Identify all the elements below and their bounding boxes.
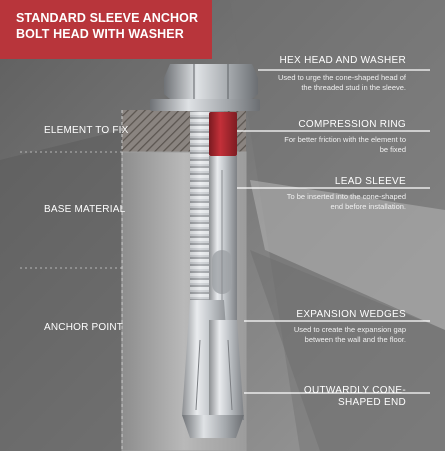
callout-expansion-wedges (266, 309, 406, 345)
title-line-2: BOLT HEAD WITH WASHER (16, 27, 184, 41)
callout-hex-head (276, 55, 406, 93)
label-base-material: BASE MATERIAL (44, 204, 126, 215)
callout-cone-end-title: OUTWARDLY CONE-SHAPED END (303, 385, 406, 408)
callout-expansion-wedges-title: EXPANSION WEDGES (296, 309, 406, 320)
label-element-to-fix: ELEMENT TO FIX (44, 125, 129, 136)
callout-lead-sleeve-title: LEAD SLEEVE (334, 176, 406, 187)
callout-hex-head-desc: Used to urge the cone-shaped head of the threaded stud in the sleeve. (277, 73, 406, 92)
callout-compression-ring-desc: For better friction with the element to be fixed (284, 135, 406, 154)
callout-expansion-wedges-desc: Used to create the expansion gap between the wall and the floor. (293, 325, 406, 344)
label-anchor-point: ANCHOR POINT (44, 322, 124, 333)
diagram-title (0, 0, 212, 59)
callout-cone-end (296, 385, 406, 409)
callout-hex-head-title: HEX HEAD AND WASHER (279, 55, 406, 66)
callout-compression-ring (276, 119, 406, 155)
callout-lead-sleeve (276, 176, 406, 212)
callout-lead-sleeve-desc: To be inserted into the cone-shaped end before installation. (286, 192, 406, 211)
title-line-1: STANDARD SLEEVE ANCHOR (16, 11, 199, 25)
callout-compression-ring-title: COMPRESSION RING (298, 119, 406, 130)
